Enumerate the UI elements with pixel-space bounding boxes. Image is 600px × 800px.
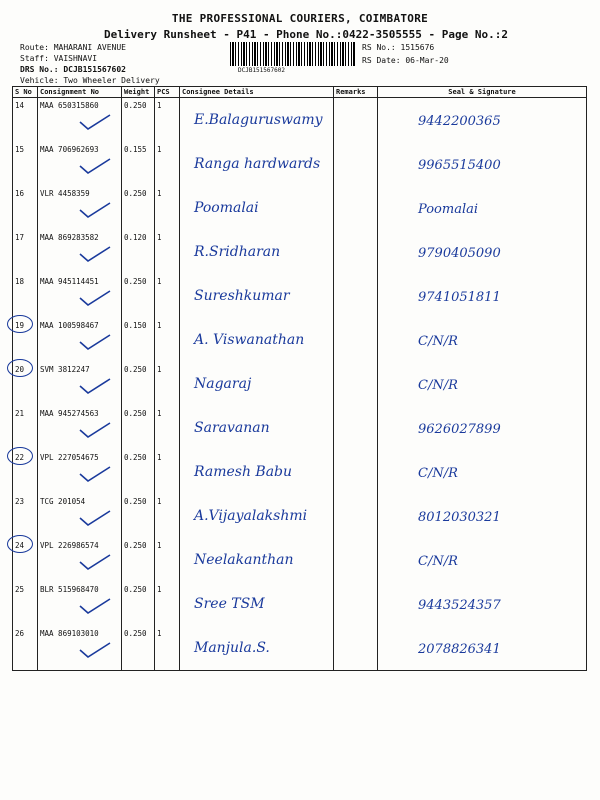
runsheet-table	[12, 86, 587, 671]
pcs-text: 1	[157, 233, 162, 242]
check-mark-icon	[78, 332, 112, 352]
consignment-text: VPL 227054675	[40, 453, 99, 462]
consignee-handwritten: Saravanan	[194, 420, 270, 436]
cell-pcs	[155, 142, 180, 186]
cell-sno	[13, 274, 38, 318]
weight-text: 0.250	[124, 189, 147, 198]
check-mark-icon	[78, 508, 112, 528]
pcs-text: 1	[157, 145, 162, 154]
consignee-handwritten: Ranga hardwards	[194, 156, 321, 172]
pcs-text: 1	[157, 189, 162, 198]
sno-text: 15	[15, 145, 25, 154]
pcs-text: 1	[157, 453, 162, 462]
cell-pcs	[155, 406, 180, 450]
cell-consignee	[180, 98, 334, 143]
cell-signature	[378, 142, 587, 186]
weight-text: 0.250	[124, 453, 147, 462]
cell-remarks	[334, 626, 378, 671]
col-consignment: Consignment No	[38, 87, 122, 98]
check-mark-icon	[78, 156, 112, 176]
cell-consignee	[180, 318, 334, 362]
signature-handwritten: C/N/R	[418, 554, 458, 569]
col-remarks: Remarks	[334, 87, 378, 98]
weight-text: 0.250	[124, 629, 147, 638]
cell-consignee	[180, 186, 334, 230]
consignment-text: MAA 100598467	[40, 321, 99, 330]
weight-text: 0.250	[124, 365, 147, 374]
cell-signature	[378, 98, 587, 143]
check-mark-icon	[78, 552, 112, 572]
cell-remarks	[334, 98, 378, 143]
cell-remarks	[334, 450, 378, 494]
consignment-text: MAA 650315860	[40, 101, 99, 110]
cell-remarks	[334, 494, 378, 538]
sno-text: 14	[15, 101, 25, 110]
cell-sno	[13, 318, 38, 362]
barcode	[230, 42, 355, 66]
table-row	[13, 186, 587, 230]
table-row	[13, 318, 587, 362]
cell-remarks	[334, 318, 378, 362]
cell-signature	[378, 626, 587, 671]
sno-text: 18	[15, 277, 25, 286]
cell-pcs	[155, 274, 180, 318]
check-mark-icon	[78, 464, 112, 484]
cell-sno	[13, 406, 38, 450]
cell-sno	[13, 538, 38, 582]
vehicle-label: Vehicle: Two Wheeler Delivery	[20, 76, 160, 85]
weight-text: 0.150	[124, 321, 147, 330]
cell-remarks	[334, 186, 378, 230]
cell-consignee	[180, 230, 334, 274]
table-row	[13, 362, 587, 406]
cell-consignee	[180, 450, 334, 494]
cell-weight	[122, 582, 155, 626]
cell-pcs	[155, 626, 180, 671]
pcs-text: 1	[157, 585, 162, 594]
signature-handwritten: C/N/R	[418, 334, 458, 349]
cell-consignee	[180, 406, 334, 450]
consignee-handwritten: Manjula.S.	[194, 640, 270, 656]
table-row	[13, 230, 587, 274]
signature-handwritten: 9443524357	[418, 598, 501, 613]
circle-mark	[7, 447, 33, 465]
consignee-handwritten: A. Viswanathan	[194, 332, 305, 348]
cell-weight	[122, 406, 155, 450]
consignment-text: BLR 515968470	[40, 585, 99, 594]
weight-text: 0.250	[124, 541, 147, 550]
cell-weight	[122, 494, 155, 538]
table-row	[13, 538, 587, 582]
pcs-text: 1	[157, 409, 162, 418]
weight-text: 0.250	[124, 277, 147, 286]
sheet-title: Delivery Runsheet - P41 - Phone No.:0422-3505555 - Page No.:2	[104, 28, 508, 41]
weight-text: 0.250	[124, 409, 147, 418]
cell-consignment	[38, 450, 122, 494]
check-mark-icon	[78, 200, 112, 220]
consignment-text: SVM 3812247	[40, 365, 90, 374]
cell-sno	[13, 186, 38, 230]
cell-remarks	[334, 362, 378, 406]
pcs-text: 1	[157, 321, 162, 330]
cell-signature	[378, 538, 587, 582]
table-row	[13, 582, 587, 626]
cell-consignment	[38, 230, 122, 274]
sno-text: 21	[15, 409, 25, 418]
table-row	[13, 406, 587, 450]
cell-consignment	[38, 538, 122, 582]
pcs-text: 1	[157, 541, 162, 550]
cell-pcs	[155, 318, 180, 362]
cell-pcs	[155, 538, 180, 582]
cell-consignee	[180, 582, 334, 626]
cell-consignment	[38, 186, 122, 230]
col-sno: S No	[13, 87, 38, 98]
cell-weight	[122, 626, 155, 671]
sno-text: 22	[15, 453, 25, 462]
signature-handwritten: Poomalai	[418, 202, 479, 217]
sno-text: 20	[15, 365, 25, 374]
cell-consignment	[38, 626, 122, 671]
weight-text: 0.155	[124, 145, 147, 154]
cell-consignment	[38, 274, 122, 318]
circle-mark	[7, 315, 33, 333]
cell-pcs	[155, 362, 180, 406]
table-row	[13, 626, 587, 671]
table-row	[13, 494, 587, 538]
weight-text: 0.250	[124, 497, 147, 506]
cell-signature	[378, 406, 587, 450]
cell-sno	[13, 362, 38, 406]
cell-consignee	[180, 274, 334, 318]
sno-text: 25	[15, 585, 25, 594]
consignee-handwritten: Sureshkumar	[194, 288, 290, 304]
cell-pcs	[155, 186, 180, 230]
consignee-handwritten: A.Vijayalakshmi	[194, 508, 308, 524]
cell-consignment	[38, 318, 122, 362]
cell-remarks	[334, 406, 378, 450]
cell-weight	[122, 186, 155, 230]
table-row	[13, 142, 587, 186]
cell-remarks	[334, 582, 378, 626]
table-row	[13, 274, 587, 318]
consignment-text: MAA 869283582	[40, 233, 99, 242]
consignee-handwritten: Poomalai	[194, 200, 259, 216]
signature-handwritten: C/N/R	[418, 378, 458, 393]
staff-label: Staff: VAISHNAVI	[20, 54, 98, 63]
pcs-text: 1	[157, 629, 162, 638]
route-label: Route: MAHARANI AVENUE	[20, 43, 126, 52]
cell-remarks	[334, 142, 378, 186]
cell-pcs	[155, 582, 180, 626]
col-signature: Seal & Signature	[378, 87, 587, 98]
consignee-handwritten: Neelakanthan	[194, 552, 294, 568]
check-mark-icon	[78, 376, 112, 396]
consignment-text: TCG 201054	[40, 497, 86, 506]
barcode-text: DCJB151567602	[238, 67, 285, 74]
consignment-text: MAA 945274563	[40, 409, 99, 418]
cell-signature	[378, 494, 587, 538]
signature-handwritten: 9741051811	[418, 290, 501, 305]
cell-pcs	[155, 230, 180, 274]
cell-consignment	[38, 142, 122, 186]
consignee-handwritten: Sree TSM	[194, 596, 265, 612]
drs-number: DRS No.: DCJB151567602	[20, 65, 126, 74]
signature-handwritten: 9442200365	[418, 114, 501, 129]
cell-weight	[122, 538, 155, 582]
rs-number: RS No.: 1515676	[362, 43, 435, 52]
table-row	[13, 450, 587, 494]
pcs-text: 1	[157, 497, 162, 506]
company-name: THE PROFESSIONAL COURIERS, COIMBATORE	[171, 12, 429, 25]
consignment-text: MAA 869103010	[40, 629, 99, 638]
signature-handwritten: C/N/R	[418, 466, 458, 481]
cell-weight	[122, 274, 155, 318]
cell-sno	[13, 98, 38, 143]
cell-consignee	[180, 142, 334, 186]
cell-weight	[122, 142, 155, 186]
cell-sno	[13, 494, 38, 538]
check-mark-icon	[78, 244, 112, 264]
cell-sno	[13, 450, 38, 494]
cell-signature	[378, 318, 587, 362]
cell-sno	[13, 582, 38, 626]
signature-handwritten: 9790405090	[418, 246, 501, 261]
consignee-handwritten: R.Sridharan	[194, 244, 281, 260]
cell-signature	[378, 186, 587, 230]
cell-weight	[122, 318, 155, 362]
sno-text: 23	[15, 497, 25, 506]
signature-handwritten: 9965515400	[418, 158, 501, 173]
signature-handwritten: 8012030321	[418, 510, 501, 525]
check-mark-icon	[78, 112, 112, 132]
signature-handwritten: 9626027899	[418, 422, 501, 437]
cell-weight	[122, 230, 155, 274]
weight-text: 0.250	[124, 101, 147, 110]
cell-consignee	[180, 362, 334, 406]
table-row	[13, 98, 587, 143]
pcs-text: 1	[157, 277, 162, 286]
cell-weight	[122, 362, 155, 406]
table-header-row	[13, 87, 587, 98]
weight-text: 0.120	[124, 233, 147, 242]
cell-remarks	[334, 230, 378, 274]
cell-signature	[378, 582, 587, 626]
circle-mark	[7, 359, 33, 377]
rs-date: RS Date: 06-Mar-20	[362, 56, 449, 65]
pcs-text: 1	[157, 101, 162, 110]
sno-text: 16	[15, 189, 25, 198]
consignee-handwritten: E.Balaguruswamy	[194, 112, 323, 128]
cell-signature	[378, 362, 587, 406]
cell-signature	[378, 450, 587, 494]
consignment-text: MAA 706962693	[40, 145, 99, 154]
cell-signature	[378, 230, 587, 274]
check-mark-icon	[78, 596, 112, 616]
cell-sno	[13, 626, 38, 671]
cell-consignment	[38, 494, 122, 538]
col-consignee: Consignee Details	[180, 87, 334, 98]
sno-text: 26	[15, 629, 25, 638]
cell-consignee	[180, 626, 334, 671]
sno-text: 17	[15, 233, 25, 242]
cell-pcs	[155, 494, 180, 538]
cell-consignment	[38, 582, 122, 626]
check-mark-icon	[78, 288, 112, 308]
check-mark-icon	[78, 420, 112, 440]
col-pcs: PCS	[155, 87, 180, 98]
consignee-handwritten: Nagaraj	[194, 376, 252, 392]
cell-weight	[122, 98, 155, 143]
cell-consignment	[38, 98, 122, 143]
sno-text: 24	[15, 541, 25, 550]
consignment-text: MAA 945114451	[40, 277, 99, 286]
signature-handwritten: 2078826341	[418, 642, 501, 657]
cell-weight	[122, 450, 155, 494]
cell-sno	[13, 142, 38, 186]
cell-consignee	[180, 494, 334, 538]
weight-text: 0.250	[124, 585, 147, 594]
cell-pcs	[155, 98, 180, 143]
pcs-text: 1	[157, 365, 162, 374]
cell-remarks	[334, 274, 378, 318]
check-mark-icon	[78, 640, 112, 660]
cell-consignment	[38, 406, 122, 450]
cell-sno	[13, 230, 38, 274]
cell-remarks	[334, 538, 378, 582]
circle-mark	[7, 535, 33, 553]
cell-consignment	[38, 362, 122, 406]
consignment-text: VPL 226986574	[40, 541, 99, 550]
consignment-text: VLR 4458359	[40, 189, 90, 198]
cell-pcs	[155, 450, 180, 494]
cell-consignee	[180, 538, 334, 582]
col-weight: Weight	[122, 87, 155, 98]
sno-text: 19	[15, 321, 25, 330]
cell-signature	[378, 274, 587, 318]
consignee-handwritten: Ramesh Babu	[194, 464, 293, 480]
